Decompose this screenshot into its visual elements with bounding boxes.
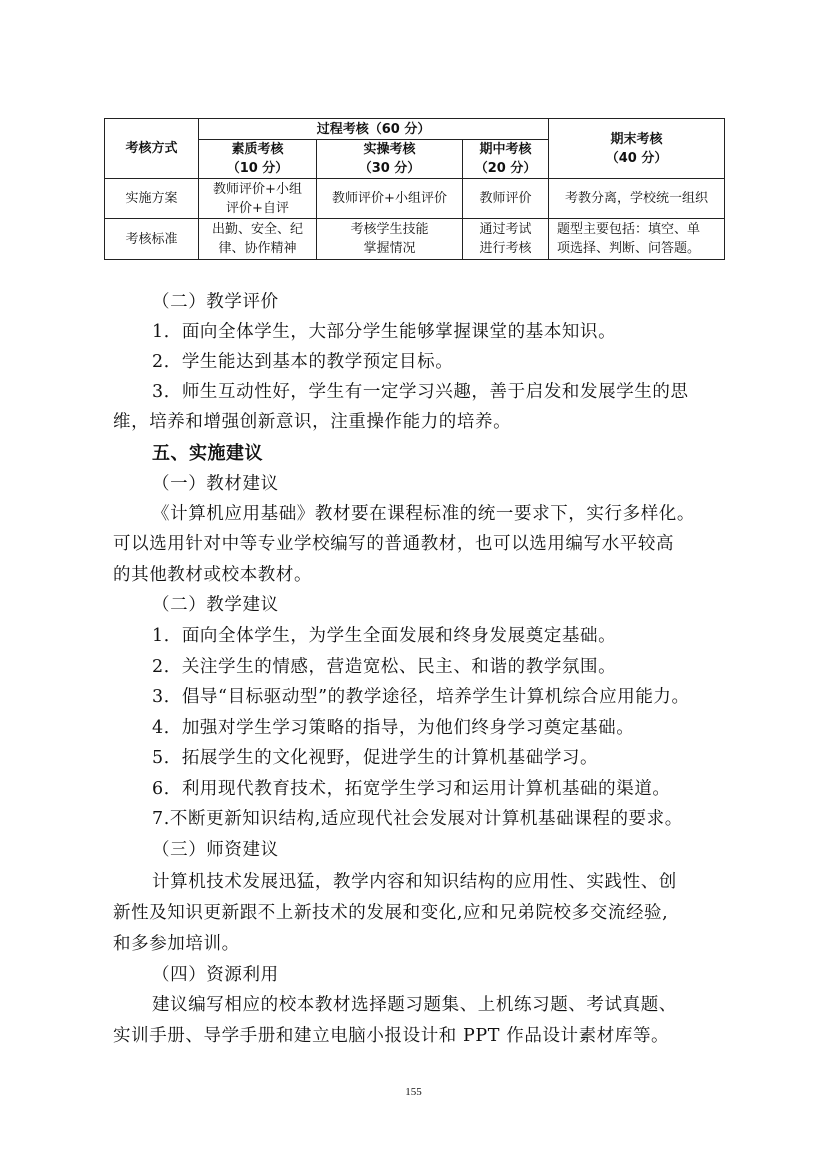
paragraph-line: 3．师生互动性好，学生有一定学习兴趣，善于启发和发展学生的思 bbox=[152, 382, 689, 402]
paragraph-line: 实训手册、导学手册和建立电脑小报设计和 PPT 作品设计素材库等。 bbox=[113, 1026, 670, 1046]
cell-line: 掌握情况 bbox=[363, 241, 416, 256]
paragraph-line: 4．加强对学生学习策略的指导，为他们终身学习奠定基础。 bbox=[152, 718, 635, 738]
cell-line: 考核学生技能 bbox=[350, 222, 429, 237]
paragraph-line: 2．关注学生的情感，营造宽松、民主、和谐的教学氛围。 bbox=[152, 657, 617, 677]
paragraph-line: 建议编写相应的校本教材选择题习题集、上机练习题、考试真题、 bbox=[152, 995, 677, 1015]
paragraph-line: 新性及知识更新跟不上新技术的发展和变化,应和兄弟院校多交流经验, bbox=[113, 903, 669, 923]
table-cell bbox=[199, 179, 317, 219]
paragraph-line: 和多参加培训。 bbox=[113, 934, 240, 954]
section-heading: （四）资源利用 bbox=[152, 965, 279, 985]
cell-line: 出勤、安全、纪 bbox=[211, 222, 303, 237]
paragraph-line: 计算机技术发展迅猛，教学内容和知识结构的应用性、实践性、创 bbox=[152, 872, 677, 892]
table-cell bbox=[199, 219, 317, 260]
section-heading: （二）教学评价 bbox=[152, 292, 279, 312]
table-cell bbox=[549, 219, 725, 260]
paragraph-line: 可以选用针对中等专业学校编写的普通教材，也可以选用编写水平较高 bbox=[113, 534, 675, 554]
quality-label: 素质考核 bbox=[231, 142, 284, 157]
table-cell: 实施方案 bbox=[105, 179, 199, 219]
final-score: （40 分） bbox=[605, 150, 668, 166]
midterm-score: （20 分） bbox=[474, 161, 537, 176]
table-cell: 教师评价+小组评价 bbox=[317, 179, 463, 219]
cell-line: 进行考核 bbox=[479, 241, 532, 256]
header-method: 考核方式 bbox=[105, 119, 199, 179]
cell-line: 通过考试 bbox=[479, 222, 532, 237]
paragraph-line: 6．利用现代教育技术，拓宽学生学习和运用计算机基础的渠道。 bbox=[152, 779, 671, 799]
paragraph-line: 7.不断更新知识结构,适应现代社会发展对计算机基础课程的要求。 bbox=[152, 809, 683, 829]
table-row bbox=[105, 219, 725, 260]
assessment-table bbox=[104, 118, 725, 260]
paragraph-line: 1．面向全体学生，为学生全面发展和终身发展奠定基础。 bbox=[152, 626, 617, 646]
paragraph-line: 3．倡导“目标驱动型”的教学途径，培养学生计算机综合应用能力。 bbox=[152, 687, 690, 707]
section-heading: （二）教学建议 bbox=[152, 595, 279, 615]
cell-line: 教师评价+小组 bbox=[213, 181, 302, 197]
table-cell: 考教分离，学校统一组织 bbox=[549, 179, 725, 219]
header-practice bbox=[317, 140, 463, 179]
paragraph-line: 1．面向全体学生，大部分学生能够掌握课堂的基本知识。 bbox=[152, 322, 617, 342]
page-number: 155 bbox=[405, 1086, 422, 1098]
cell-line: 项选择、判断、问答题。 bbox=[557, 241, 701, 256]
practice-score: （30 分） bbox=[358, 161, 421, 176]
paragraph-line: 维，培养和增强创新意识，注重操作能力的培养。 bbox=[113, 412, 512, 432]
paragraph-line: 5．拓展学生的文化视野，促进学生的计算机基础学习。 bbox=[152, 748, 599, 768]
chapter-heading: 五、实施建议 bbox=[152, 443, 263, 464]
quality-score: （10 分） bbox=[226, 161, 289, 176]
practice-label: 实操考核 bbox=[363, 142, 416, 157]
table-row bbox=[105, 179, 725, 219]
final-label: 期末考核 bbox=[610, 131, 663, 147]
table-cell bbox=[317, 219, 463, 260]
table-cell: 考核标准 bbox=[105, 219, 199, 260]
section-heading: （三）师资建议 bbox=[152, 840, 279, 860]
header-final bbox=[549, 119, 725, 179]
table-cell bbox=[463, 219, 549, 260]
header-process: 过程考核（60 分） bbox=[199, 119, 549, 140]
cell-line: 律、协作精神 bbox=[218, 241, 297, 256]
table-cell: 教师评价 bbox=[463, 179, 549, 219]
section-heading: （一）教材建议 bbox=[152, 474, 279, 494]
paragraph-line: 2．学生能达到基本的教学预定目标。 bbox=[152, 352, 454, 372]
cell-line: 评价+自评 bbox=[226, 200, 289, 216]
midterm-label: 期中考核 bbox=[479, 142, 532, 157]
cell-line: 题型主要包括：填空、单 bbox=[557, 222, 701, 237]
header-quality bbox=[199, 140, 317, 179]
header-midterm bbox=[463, 140, 549, 179]
paragraph-line: 的其他教材或校本教材。 bbox=[113, 565, 313, 585]
paragraph-line: 《计算机应用基础》教材要在课程标准的统一要求下，实行多样化。 bbox=[152, 504, 695, 524]
